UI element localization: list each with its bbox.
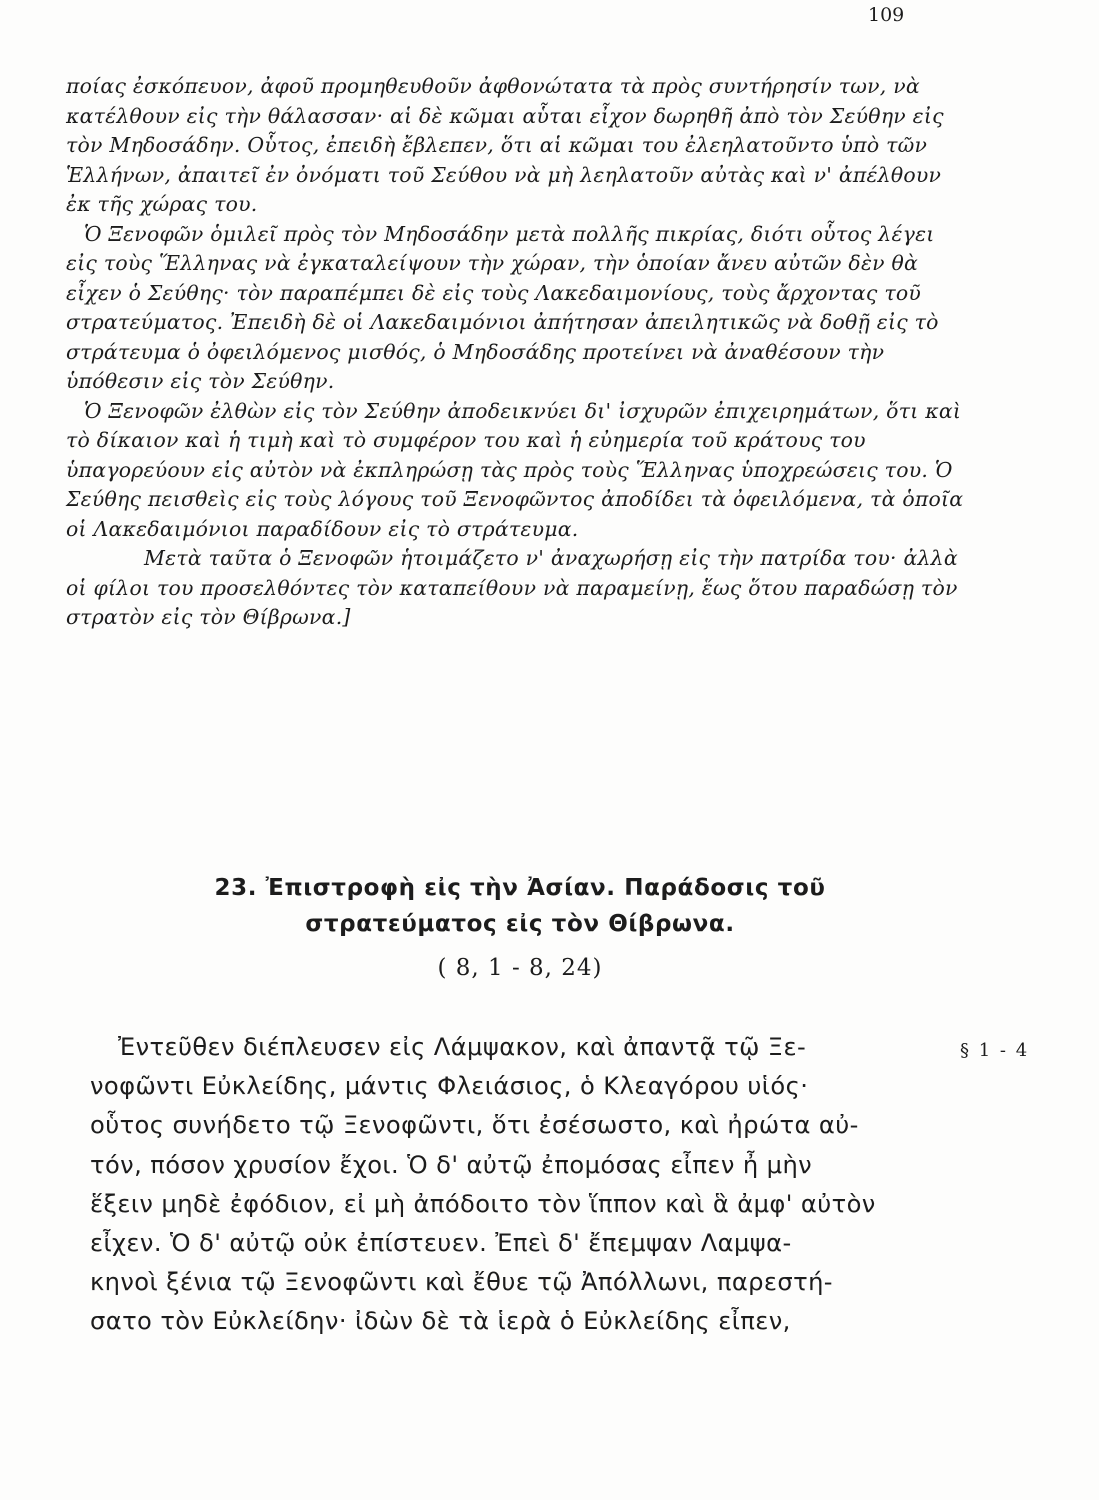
greek-text-body [90, 1028, 948, 1342]
chapter-heading [180, 870, 860, 942]
text-line: τόν, πόσον χρυσίον ἔχοι. Ὁ δ' αὐτῷ ἐπομόσας εἶπεν ἦ μὴν [90, 1150, 813, 1179]
text-line: σατο τὸν Εὐκλείδην· ἰδὼν δὲ τὰ ἱερὰ ὁ Εὐκλείδης εἶπεν, [90, 1307, 791, 1336]
text-line: Ἐντεῦθεν διέπλευσεν εἰς Λάμψακον, καὶ ἀπαντᾷ τῷ Ξε- [118, 1033, 807, 1061]
summary-section [66, 72, 966, 633]
summary-paragraph: Μετὰ ταῦτα ὁ Ξενοφῶν ἡτοιμάζετο ν' ἀναχωρήσῃ εἰς τὴν πατρίδα του· ἀλλὰ οἱ φίλοι του προσελθόντες τὸν καταπείθουν νὰ παραμείνῃ, ἕως ὅτου παραδώσῃ τὸν στρατὸν εἰς τὸν Θίβρωνα.] [66, 546, 958, 629]
page-number: 109 [868, 4, 905, 26]
text-line: κηνοὶ ξένια τῷ Ξενοφῶντι καὶ ἔθυε τῷ Ἀπόλλωνι, παρεστή- [90, 1268, 833, 1297]
text-line: εἶχεν. Ὁ δ' αὐτῷ οὐκ ἐπίστευεν. Ἐπεὶ δ' ἔπεμψαν Λαμψα- [90, 1229, 792, 1258]
text-line: ἕξειν μηδὲ ἐφόδιον, εἰ μὴ ἀπόδοιτο τὸν ἵππον καὶ ἃ ἀμφ' αὐτὸν [90, 1189, 876, 1218]
text-line: νοφῶντι Εὐκλείδης, μάντις Φλειάσιος, ὁ Κλεαγόρου υἱός· [90, 1072, 809, 1101]
text-line: οὗτος συνήδετο τῷ Ξενοφῶντι, ὅτι ἐσέσωστο, καὶ ἠρώτα αὐ- [90, 1111, 859, 1140]
summary-paragraph: Ὁ Ξενοφῶν ἐλθὼν εἰς τὸν Σεύθην ἀποδεικνύει δι' ἰσχυρῶν ἐπιχειρημάτων, ὅτι καὶ τὸ δίκαιον καὶ ἡ τιμὴ καὶ τὸ συμφέρον του καὶ ἡ εὐημερία τοῦ κράτους του ὑπαγορεύουν εἰς αὐτὸν νὰ ἐκπληρώσῃ τὰς πρὸς τοὺς Ἕλληνας ὑποχρεώσεις του. Ὁ Σεύθης πεισθεὶς εἰς τοὺς λόγους τοῦ Ξενοφῶντος ἀποδίδει τὰ ὀφειλόμενα, τὰ ὁποῖα οἱ Λακεδαιμόνιοι παραδίδουν εἰς τὸ στράτευμα. [66, 398, 964, 541]
margin-section-reference: § 1 - 4 [960, 1040, 1030, 1061]
chapter-title-line: 23. Ἐπιστροφὴ εἰς τὴν Ἀσίαν. Παράδοσις τοῦ [214, 875, 826, 901]
summary-paragraph: Ὁ Ξενοφῶν ὁμιλεῖ πρὸς τὸν Μηδοσάδην μετὰ πολλῆς πικρίας, διότι οὗτος λέγει εἰς τοὺς Ἕλληνας νὰ ἐγκαταλείψουν τὴν χώραν, τὴν ὁποίαν ἄνευ αὐτῶν δὲν θὰ εἶχεν ὁ Σεύθης· τὸν παραπέμπει δὲ εἰς τοὺς Λακεδαιμονίους, τοὺς ἄρχοντας τοῦ στρατεύματος. Ἐπειδὴ δὲ οἱ Λακεδαιμόνιοι ἀπήτησαν ἀπειλητικῶς νὰ δοθῇ εἰς τὸ στράτευμα ὁ ὀφειλόμενος μισθός, ὁ Μηδοσάδης προτείνει νὰ ἀναθέσουν τὴν ὑπόθεσιν εἰς τὸν Σεύθην. [66, 221, 939, 393]
summary-paragraph: ποίας ἐσκόπευον, ἀφοῦ προμηθευθοῦν ἀφθονώτατα τὰ πρὸς συντήρησίν των, νὰ κατέλθουν εἰς τὴν θάλασσαν· αἱ δὲ κῶμαι αὗται εἶχον δωρηθῆ ἀπὸ τὸν Σεύθην εἰς τὸν Μηδοσάδην. Οὗτος, ἐπειδὴ ἔβλεπεν, ὅτι αἱ κῶμαι του ἐλεηλατοῦντο ὑπὸ τῶν Ἑλλήνων, ἀπαιτεῖ ἐν ὀνόματι τοῦ Σεύθου νὰ μὴ λεηλατοῦν αὐτὰς καὶ ν' ἀπέλθουν ἐκ τῆς χώρας του. [66, 74, 944, 216]
chapter-range: ( 8, 1 - 8, 24) [437, 955, 603, 981]
chapter-title-line: στρατεύματος εἰς τὸν Θίβρωνα. [305, 911, 735, 937]
